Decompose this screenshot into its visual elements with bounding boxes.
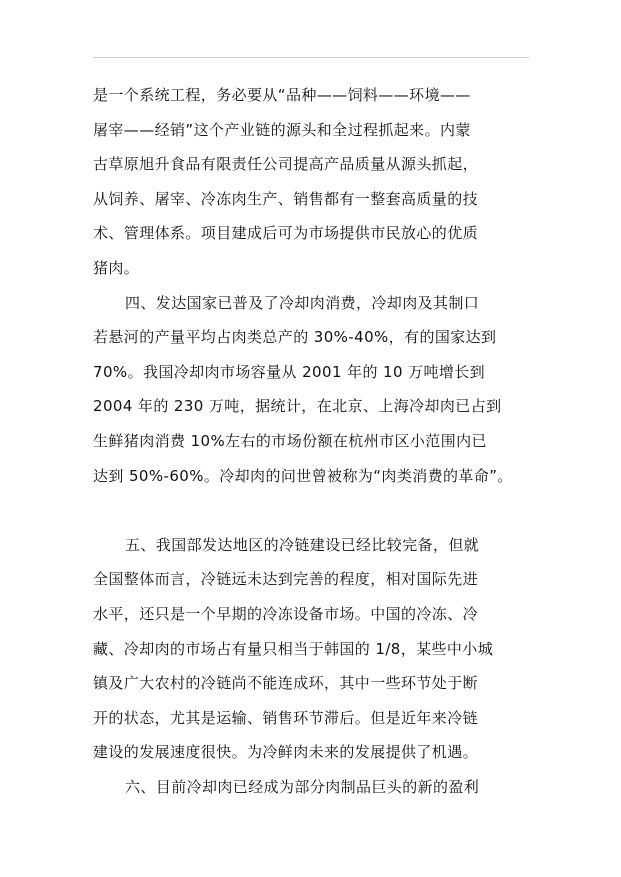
text-line: 达到 50%-60%。冷却肉的问世曾被称为“肉类消费的革命”。 [93,466,513,485]
paragraph-gap [93,493,543,528]
text-line: 屠宰——经销”这个产业链的源头和全过程抓起来。内蒙 [93,120,471,139]
text-line: 猪肉。 [93,258,140,277]
text-line: 若悬河的产量平均占肉类总产的 30%-40%，有的国家达到 [93,328,497,347]
text-line: 生鲜猪肉消费 10%左右的市场份额在杭州市区小范围内已 [93,431,487,450]
text-line: 是一个系统工程，务必要从“品种——饲料——环境—— [93,86,471,104]
text-line: 古草原旭升食品有限责任公司提高产品质量从源头抓起， [93,155,479,174]
text-line: 70%。我国冷却肉市场容量从 2001 年的 10 万吨增长到 [93,362,486,381]
text-line: 2004 年的 230 万吨，据统计，在北京、上海冷却肉已占到 [93,397,502,416]
text-line: 镇及广大农村的冷链尚不能连成环，其中一些环节处于断 [93,674,479,693]
text-line: 水平，还只是一个早期的冷冻设备市场。中国的冷冻、冷 [93,604,479,623]
paragraph-4-start: 四、发达国家已普及了冷却肉消费，冷却肉及其制口 [125,293,480,312]
document-body [93,78,543,804]
text-line: 建设的发展速度很快。为冷鲜肉未来的发展提供了机遇。 [93,743,479,762]
paragraph-5-start: 五、我国部发达地区的冷链建设已经比较完备，但就 [125,535,480,554]
text-line: 术、管理体系。项目建成后可为市场提供市民放心的优质 [93,224,479,243]
paragraph-6-start: 六、目前冷却肉已经成为部分肉制品巨头的新的盈利 [125,777,480,796]
text-line: 从饲养、屠宰、冷冻肉生产、销售都有一整套高质量的技 [93,189,479,208]
text-line: 藏、冷却肉的市场占有量只相当于韩国的 1/8，某些中小城 [93,639,494,658]
text-line: 开的状态，尤其是运输、销售环节滞后。但是近年来冷链 [93,708,479,727]
text-line: 全国整体而言，冷链远未达到完善的程度，相对国际先进 [93,570,479,589]
page-header-rule [93,57,529,58]
